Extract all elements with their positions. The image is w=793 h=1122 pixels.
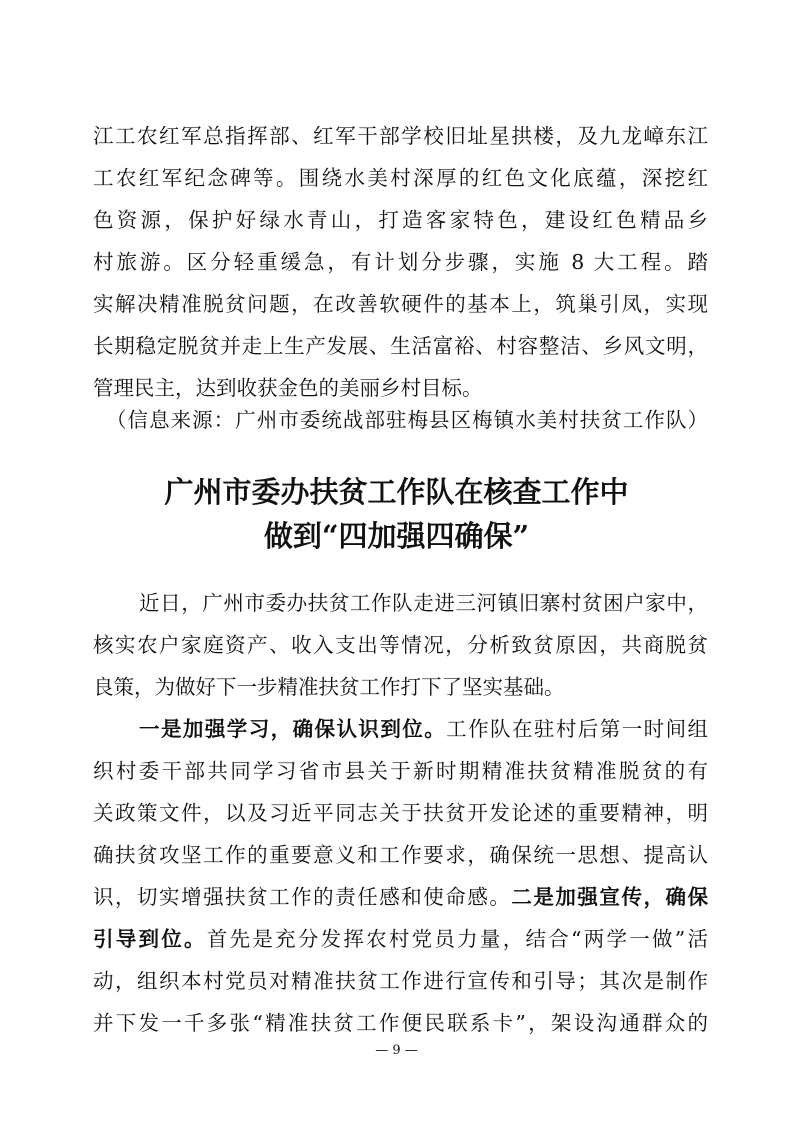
paragraph-1-line-4: 确扶贫攻坚工作的重要意义和工作要求，确保统一思想、提高认 <box>93 843 708 867</box>
paragraph-1-line-5 <box>93 879 708 915</box>
paragraph-1-line-3: 关政策文件，以及习近平同志关于扶贫开发论述的重要精神，明 <box>93 801 708 825</box>
paragraph-1-line-5-text: 识，切实增强扶贫工作的责任感和使命感。 <box>93 885 512 909</box>
continuation-line-6: 长期稳定脱贫并走上生产发展、生活富裕、村容整洁、乡风文明， <box>93 334 708 358</box>
article-title-line-2: 做到“四加强四确保” <box>263 519 530 553</box>
continuation-line-7: 管理民主，达到收获金色的美丽乡村目标。 <box>93 376 483 400</box>
paragraph-2-line-2: 动，组织本村党员对精准扶贫工作进行宣传和引导；其次是制作 <box>93 969 708 993</box>
continuation-line-3: 色资源，保护好绿水青山，打造客家特色，建设红色精品乡 <box>93 208 708 232</box>
paragraph-2-heading-part-1: 二是加强宣传，确保 <box>511 885 709 909</box>
paragraph-2-heading-part-2: 引导到位。 <box>93 927 207 951</box>
paragraph-2-line-1 <box>93 921 708 957</box>
paragraph-1-line-1 <box>93 711 708 747</box>
intro-line-3: 良策，为做好下一步精准扶贫工作打下了坚实基础。 <box>93 675 565 699</box>
continuation-line-4: 村旅游。区分轻重缓急，有计划分步骤，实施 8 大工程。踏 <box>93 250 708 274</box>
continuation-line-5: 实解决精准脱贫问题，在改善软硬件的基本上，筑巢引凤，实现 <box>93 292 708 316</box>
article-title-line-1: 广州市委办扶贫工作队在核查工作中 <box>164 475 629 509</box>
source-note: （信息来源：广州市委统战部驻梅县区梅镇水美村扶贫工作队） <box>106 408 708 432</box>
paragraph-1-line-1-text: 工作队在驻村后第一时间组 <box>446 717 709 741</box>
paragraph-1-line-2: 织村委干部共同学习省市县关于新时期精准扶贫精准脱贫的有 <box>93 759 708 783</box>
paragraph-2-line-1-text: 首先是充分发挥农村党员力量，结合“两学一做”活 <box>206 927 709 951</box>
continuation-line-1: 江工农红军总指挥部、红军干部学校旧址星拱楼，及九龙嶂东江 <box>93 124 708 148</box>
paragraph-1-heading: 一是加强学习，确保认识到位。 <box>139 717 447 741</box>
intro-line-2: 核实农户家庭资产、收入支出等情况，分析致贫原因，共商脱贫 <box>93 633 708 657</box>
continuation-line-2: 工农红军纪念碑等。围绕水美村深厚的红色文化底蕴，深挖红 <box>93 166 708 190</box>
intro-line-1: 近日，广州市委办扶贫工作队走进三河镇旧寨村贫困户家中， <box>139 591 708 615</box>
paragraph-2-line-3: 并下发一千多张“精准扶贫工作便民联系卡”，架设沟通群众的 <box>93 1011 708 1035</box>
page-number: — 9 — <box>375 1043 418 1058</box>
